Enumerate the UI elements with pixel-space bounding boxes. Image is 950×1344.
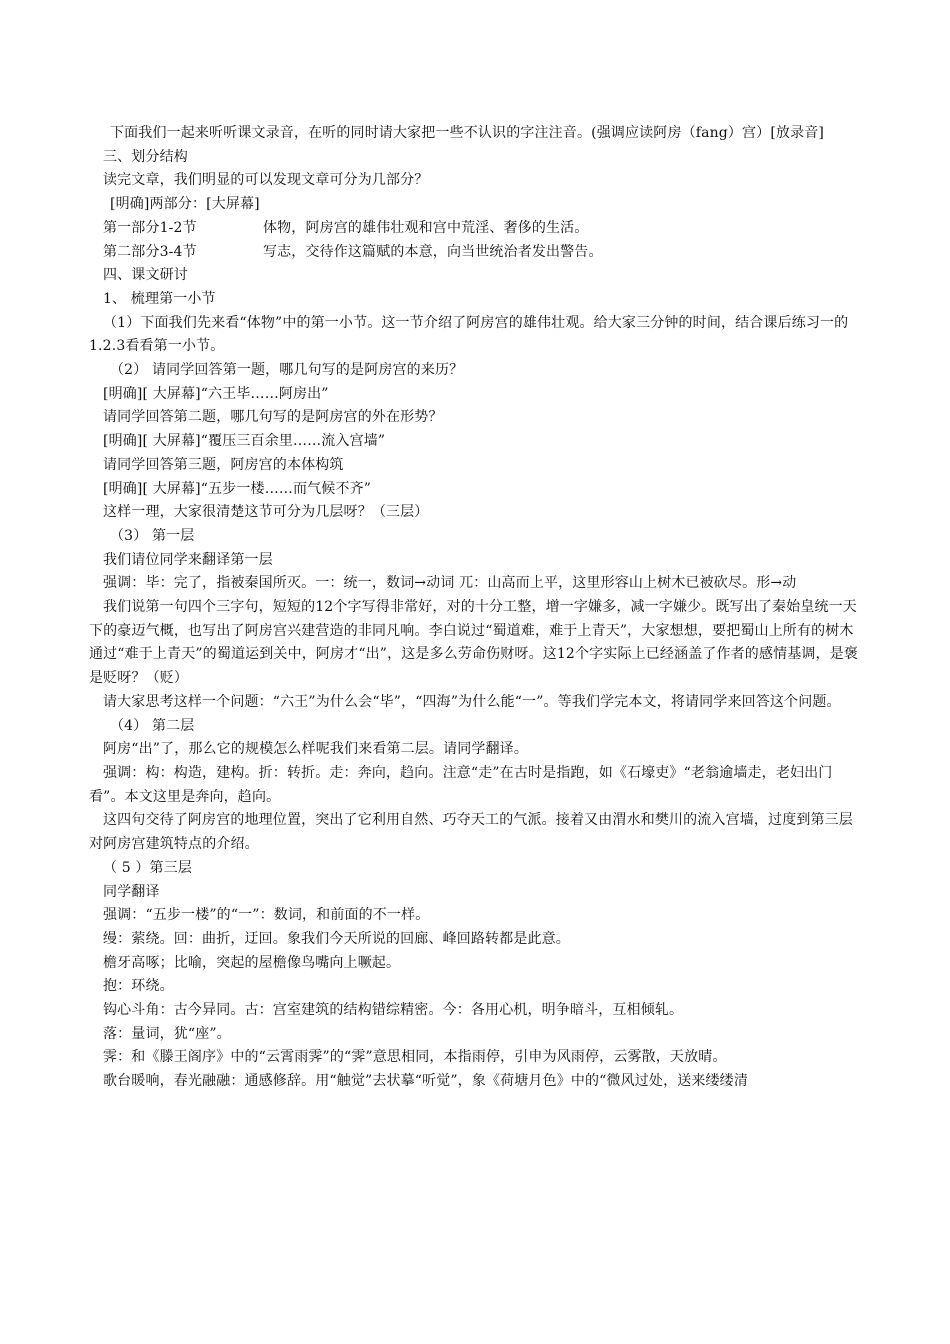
heading-layer-2: （4） 第二层 bbox=[110, 717, 195, 734]
part-two-desc: 写志，交待作这篇赋的本意，向当世统治者发出警告。 bbox=[263, 243, 603, 260]
part-one-label: 第一部分1-2节 bbox=[103, 219, 197, 236]
gloss-bao: 抱：环绕。 bbox=[103, 978, 174, 995]
heading-layer-1: （3） 第一层 bbox=[110, 527, 195, 544]
paragraph-answer-2: [明确][ 大屏幕]“覆压三百余里……流入宫墙” bbox=[103, 433, 386, 450]
heading-section-one: 1、 梳理第一小节 bbox=[103, 290, 216, 307]
paragraph-emphasis-3: 强调：“五步一楼”的“一”：数词，和前面的不一样。 bbox=[103, 907, 430, 924]
gloss-man: 缦：萦绕。回：曲折，迂回。象我们今天所说的回廊、峰回路转都是此意。 bbox=[103, 930, 570, 947]
gloss-gouxin: 钩心斗角：古今异同。古：宫室建筑的结构错综精密。今：各用心机，明争暗斗，互相倾轧。 bbox=[103, 1002, 684, 1019]
paragraph-step-1: （1）下面我们先来看“体物”中的第一小节。这一节介绍了阿房宫的雄伟壮观。给大家三分钟的时间，结合课后练习一的1.2.3看看第一小节。 bbox=[89, 314, 849, 355]
part-one-desc: 体物，阿房宫的雄伟壮观和宫中荒淫、奢侈的生活。 bbox=[263, 219, 589, 236]
paragraph-question-2: 请同学回答第二题，哪几句写的是阿房宫的外在形势？ bbox=[103, 409, 443, 426]
heading-structure: 三、划分结构 bbox=[103, 148, 188, 165]
document-body bbox=[89, 122, 865, 1094]
paragraph-step-2: （2） 请同学回答第一题，哪几句写的是阿房宫的来历？ bbox=[110, 362, 464, 379]
paragraph-translate-2: 阿房“出”了，那么它的规模怎么样呢我们来看第二层。请同学翻译。 bbox=[103, 741, 528, 758]
part-two-row bbox=[89, 241, 865, 265]
paragraph-answer-3: [明确][ 大屏幕]“五步一楼……而气候不齐” bbox=[103, 480, 372, 497]
paragraph-translate-1: 我们请位同学来翻译第一层 bbox=[103, 551, 273, 568]
paragraph-recording: 下面我们一起来听听课文录音，在听的同时请大家把一些不认识的字注注音。(强调应读阿房（fang）宫）[放录音] bbox=[110, 125, 824, 141]
gloss-luo: 落：量词，犹“座”。 bbox=[103, 1025, 231, 1042]
paragraph-analysis-2: 这四句交待了阿房宫的地理位置，突出了它利用自然、巧夺天工的气派。接着又由渭水和樊川的流入宫墙，过度到第三层对阿房宫建筑特点的介绍。 bbox=[89, 812, 853, 853]
paragraph-translate-3: 同学翻译 bbox=[103, 883, 160, 900]
gloss-yanya: 檐牙高啄；比喻，突起的屋檐像鸟嘴向上噘起。 bbox=[103, 954, 401, 971]
paragraph-summary: 这样一理，大家很清楚这节可分为几层呀？（三层） bbox=[103, 504, 429, 521]
gloss-ji: 霁：和《滕王阁序》中的“云霄雨霁”的“霁”意思相同，本指雨停，引申为风雨停，云雾散，天放晴。 bbox=[103, 1049, 727, 1066]
paragraph-question-3: 请同学回答第三题，阿房宫的本体构筑 bbox=[103, 456, 344, 473]
paragraph-question: 读完文章，我们明显的可以发现文章可分为几部分？ bbox=[103, 172, 429, 189]
part-two-label: 第二部分3-4节 bbox=[103, 243, 197, 260]
paragraph-think: 请大家思考这样一个问题：“六王”为什么会“毕”，“四海”为什么能“一”。等我们学完本文，将请同学来回答这个问题。 bbox=[103, 693, 841, 710]
heading-text-study: 四、课文研讨 bbox=[103, 267, 188, 284]
paragraph-emphasis-1: 强调：毕：完了，指被秦国所灭。一：统一，数词→动词 兀：山高而上平，这里形容山上树木已被砍尽。形→动 bbox=[103, 575, 797, 592]
paragraph-analysis-1: 我们说第一句四个三字句，短短的12个字写得非常好，对的十分工整，增一字嫌多，减一字嫌少。既写出了秦始皇统一天下的豪迈气概，也写出了阿房宫兴建营造的非同凡响。李白说过“蜀道难，难于上青天”，大家想想，要把蜀山上所有的树木通过“难于上青天”的蜀道运到关中，阿房才“出”，这是多么劳命伤财呀。这12个字实际上已经涵盖了作者的感情基调，是褒是贬呀？（贬） bbox=[89, 599, 858, 687]
heading-layer-3: （ 5 ）第三层 bbox=[103, 859, 193, 876]
paragraph-emphasis-2: 强调：构：构造，建构。折：转折。走：奔向，趋向。注意“走”在古时是指跑，如《石壕吏》“老翁逾墙走，老妇出门看”。本文这里是奔向，趋向。 bbox=[89, 764, 833, 805]
paragraph-answer-two-parts: [明确]两部分：[大屏幕] bbox=[110, 196, 260, 213]
gloss-getai: 歌台暖响，春光融融：通感修辞。用“触觉”去状摹“听觉”，象《荷塘月色》中的“微风过处，送来缕缕清 bbox=[103, 1073, 748, 1090]
part-one-row bbox=[89, 217, 865, 241]
paragraph-answer-1: [明确][ 大屏幕]“六王毕……阿房出” bbox=[103, 385, 329, 402]
